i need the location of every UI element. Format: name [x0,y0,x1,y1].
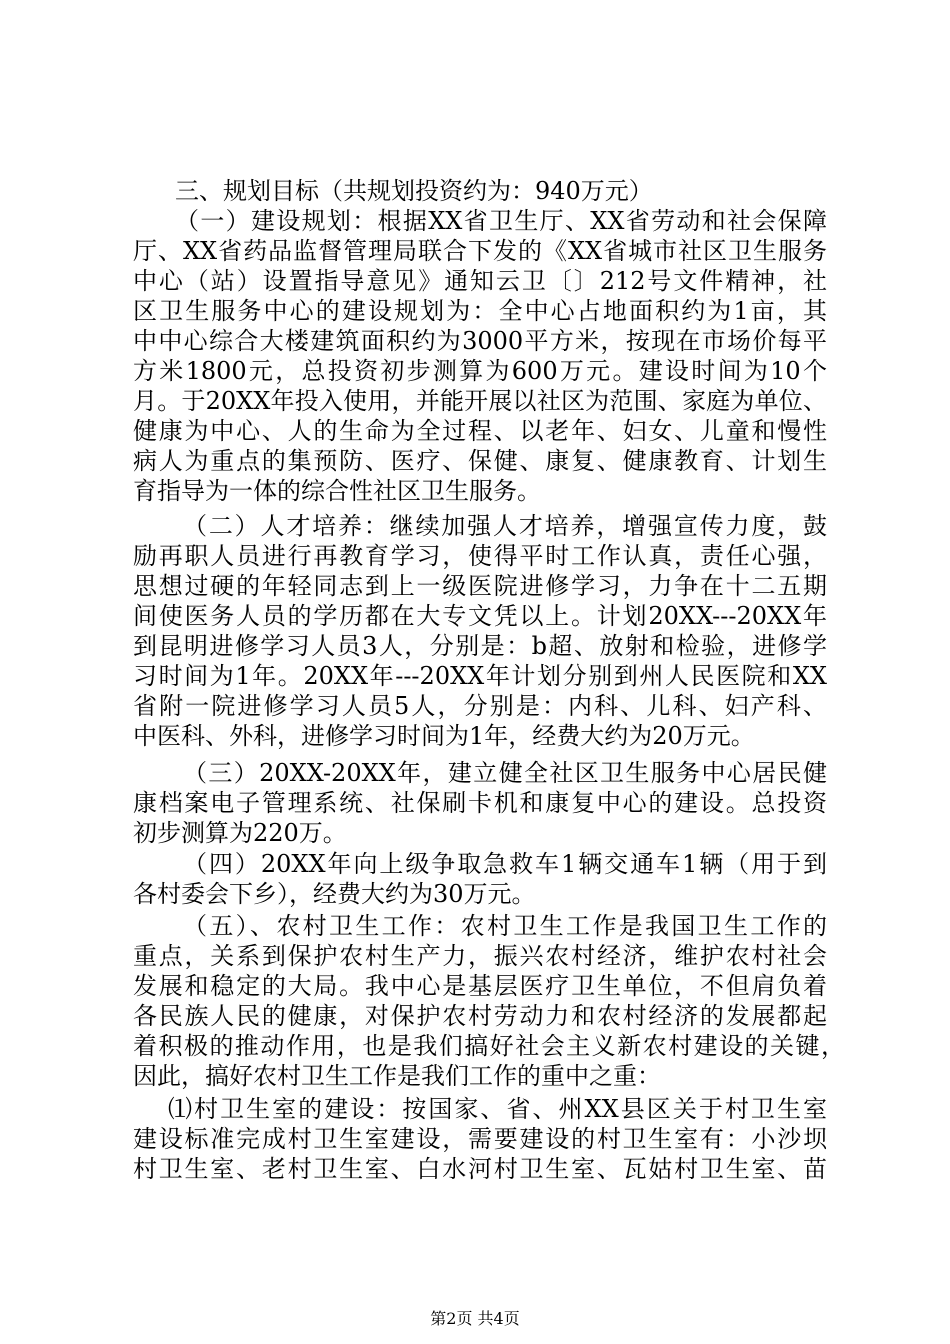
text-line: 病人为重点的集预防、医疗、保健、康复、健康教育、计划生 [133,447,827,475]
text-line: ⑴村卫生室的建设：按国家、省、州XX县区关于村卫生室 [168,1095,827,1123]
text-line: 区卫生服务中心的建设规划为：全中心占地面积约为1亩，其 [133,297,827,325]
text-line: 因此，搞好农村卫生工作是我们工作的重中之重： [133,1062,661,1090]
text-line: 育指导为一体的综合性社区卫生服务。 [133,477,541,505]
text-line: 各村委会下乡），经费大约为30万元。 [133,880,536,908]
text-line: 中中心综合大楼建筑面积约为3000平方米，按现在市场价每平 [133,327,827,355]
text-line: （三）20XX-20XX年，建立健全社区卫生服务中心居民健 [183,759,827,787]
text-line: 康档案电子管理系统、社保刷卡机和康复中心的建设。总投资 [133,789,827,817]
text-line: 方米1800元，总投资初步测算为600万元。建设时间为10个 [133,357,827,385]
text-line: 思想过硬的年轻同志到上一级医院进修学习，力争在十二五期 [133,572,827,600]
text-line: 村卫生室、老村卫生室、白水河村卫生室、瓦姑村卫生室、苗 [133,1155,827,1183]
text-line: 初步测算为220万。 [133,819,347,847]
text-line: 健康为中心、人的生命为全过程、以老年、妇女、儿童和慢性 [133,417,827,445]
text-line: （五）、农村卫生工作：农村卫生工作是我国卫生工作的 [183,912,827,940]
text-line: 习时间为1年。20XX年---20XX年计划分别到州人民医院和XX [133,662,827,690]
text-line: （一）建设规划：根据XX省卫生厅、XX省劳动和社会保障 [175,207,827,235]
text-line: 省附一院进修学习人员5人，分别是：内科、儿科、妇产科、 [133,692,827,720]
text-line: 着积极的推动作用，也是我们搞好社会主义新农村建设的关键， [133,1032,845,1060]
text-line: （二）人才培养：继续加强人才培养，增强宣传力度，鼓 [183,512,827,540]
text-line: （四）20XX年向上级争取急救车1辆交通车1辆（用于到 [183,850,827,878]
text-line: 发展和稳定的大局。我中心是基层医疗卫生单位，不但肩负着 [133,972,827,1000]
text-line: 中医科、外科，进修学习时间为1年，经费大约为20万元。 [133,722,755,750]
text-line: 到昆明进修学习人员3人，分别是：b超、放射和检验，进修学 [133,632,827,660]
text-line: 励再职人员进行再教育学习，使得平时工作认真，责任心强， [133,542,827,570]
text-line: 各民族人民的健康，对保护农村劳动力和农村经济的发展都起 [133,1002,827,1030]
section-heading: 三、规划目标（共规划投资约为：940万元） [175,177,653,205]
text-line: 月。于20XX年投入使用，并能开展以社区为范围、家庭为单位、 [133,387,827,415]
text-line: 中心（站）设置指导意见》通知云卫〔〕212号文件精神，社 [133,267,827,295]
text-line: 建设标准完成村卫生室建设，需要建设的村卫生室有：小沙坝 [133,1125,827,1153]
text-line: 重点，关系到保护农村生产力，振兴农村经济，维护农村社会 [133,942,827,970]
page-number-footer: 第2页 共4页 [430,1309,520,1328]
text-line: 间使医务人员的学历都在大专文凭以上。计划20XX---20XX年 [133,602,827,630]
text-line: 厅、XX省药品监督管理局联合下发的《XX省城市社区卫生服务 [133,237,827,265]
